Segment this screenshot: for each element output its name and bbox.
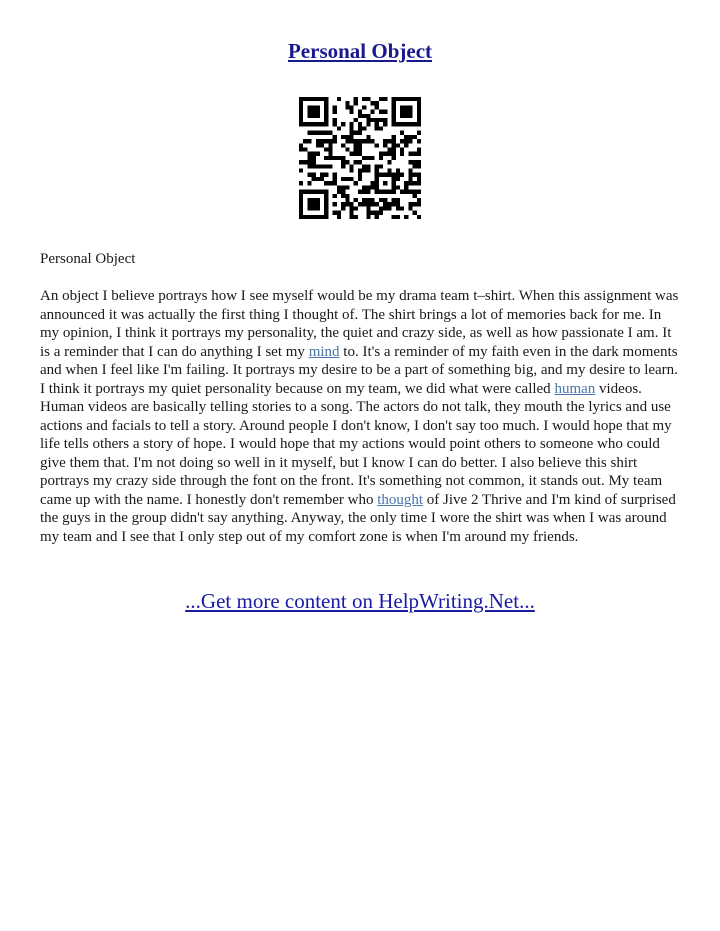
- more-content-section: [0, 588, 720, 614]
- keyword-link-mind[interactable]: mind: [308, 343, 340, 360]
- page-title[interactable]: Personal Object: [287, 39, 433, 63]
- essay-text-part-4: of Jive 2 Thrive and I'm kind of surprised the guys in the group didn't say anything. Anyway, the only time I wore the shirt was when I was around my team and I see that I only step out of my comfort zone is when I'm around my friends.: [40, 491, 676, 545]
- document-subheading: Personal Object: [40, 251, 136, 267]
- essay-text-part-2: to. It's a reminder of my faith even in the dark moments and when I feel like I'm failing. It portrays my desire to be a part of something big, and my desire to learn. I think it portrays my quiet personality because on my team, we did what were called: [40, 343, 678, 397]
- keyword-link-human[interactable]: human: [554, 380, 596, 397]
- more-content-link[interactable]: ...Get more content on HelpWriting.Net...: [185, 589, 535, 613]
- essay-text-part-3: videos. Human videos are basically telling stories to a song. The actors do not talk, they mouth the lyrics and use actions and facials to tell a story. Around people I don't know, I don't say too much. I would hope that my life tells others a story of hope. I would hope that my actions would point others to someone who could give them that. I'm not doing so well in it myself, but I know I can do better. I also believe this shirt portrays my crazy side through the font on the front. It's something not common, it stands out. My team came up with the name. I honestly don't remember who: [40, 380, 672, 508]
- keyword-link-thought[interactable]: thought: [377, 491, 424, 508]
- essay-text-part-1: An object I believe portrays how I see myself would be my drama team t–shirt. When this assignment was announced it was actually the first thing I thought of. The shirt brings a lot of memories back for me. In my opinion, I think it portrays my personality, the quiet and crazy side, as well as how passionate I am. It is a reminder that I can do anything I set my: [40, 288, 679, 360]
- qr-code-icon: [299, 97, 421, 219]
- essay-paragraph: [40, 287, 682, 546]
